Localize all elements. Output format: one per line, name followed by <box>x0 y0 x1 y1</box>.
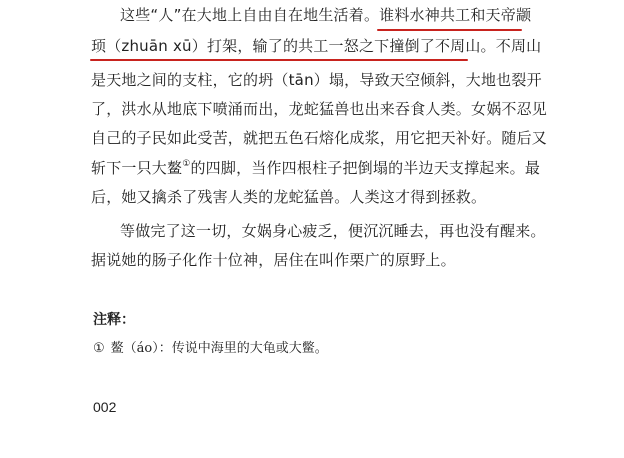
body-line-6-text: 斩下一只大鳌 <box>91 159 183 177</box>
body-line-9: 据说她的肠子化作十位神，居住在叫作栗广的原野上。 <box>91 251 456 269</box>
body-line-8: 等做完了这一切，女娲身心疲乏，便沉沉睡去，再也没有醒来。 <box>120 222 546 240</box>
red-underline-annotation <box>90 59 468 61</box>
note-item <box>93 340 328 358</box>
body-line-7: 后，她又擒杀了残害人类的龙蛇猛兽。人类这才得到拯救。 <box>91 188 487 206</box>
body-line-1: 这些“人”在大地上自由自在地生活着。谁料水神共工和天帝颛 <box>120 6 532 24</box>
body-line-3: 是天地之间的支柱，它的坍（tān）塌，导致天空倾斜，大地也裂开 <box>91 71 542 89</box>
body-line-4: 了，洪水从地底下喷涌而出，龙蛇猛兽也出来吞食人类。女娲不忍见 <box>91 100 548 118</box>
body-line-6 <box>91 158 540 178</box>
note-marker: ① <box>93 341 105 356</box>
body-line-5: 自己的子民如此受苦，就把五色石熔化成浆，用它把天补好。随后又 <box>91 129 548 147</box>
body-line-6-text-rest: 的四脚，当作四根柱子把倒塌的半边天支撑起来。最 <box>190 159 541 177</box>
page-number: 002 <box>93 399 117 415</box>
body-line-2: 顼（zhuān xū）打架，输了的共工一怒之下撞倒了不周山。不周山 <box>91 37 542 55</box>
note-text: 鳌（áo）：传说中海里的大龟或大鳖。 <box>110 341 328 356</box>
footnote-reference[interactable]: ① <box>182 159 191 169</box>
notes-heading: 注释： <box>93 312 135 328</box>
red-underline-annotation <box>377 29 522 31</box>
